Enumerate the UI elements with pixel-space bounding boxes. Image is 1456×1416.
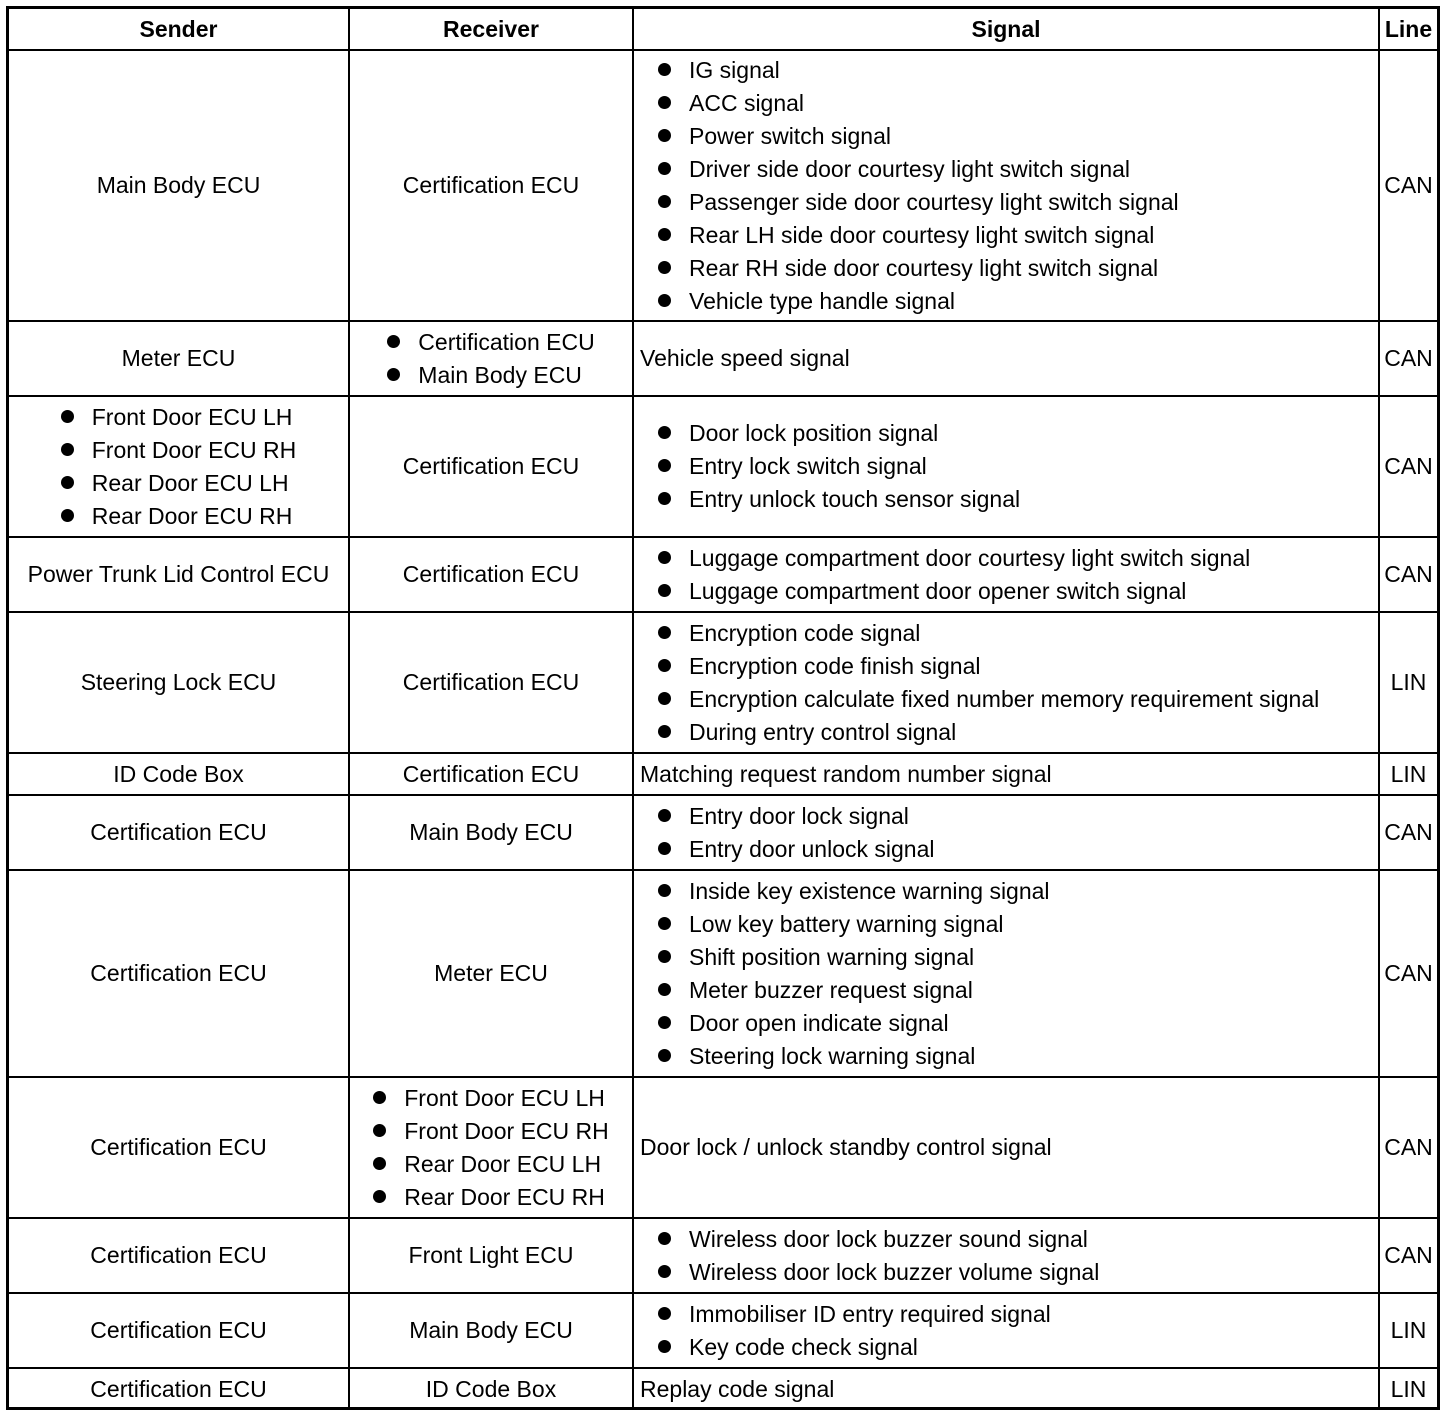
- signal-list-item: [658, 650, 1378, 683]
- sender-item-text: Rear Door ECU RH: [91, 502, 293, 529]
- bullet-icon: [373, 1157, 386, 1170]
- sender-cell: [9, 870, 349, 1077]
- signal-text: Replay code signal: [640, 1376, 835, 1402]
- line-type-text: CAN: [1384, 1242, 1433, 1268]
- receiver-text: Main Body ECU: [409, 1317, 573, 1343]
- signal-list-item: [658, 1298, 1378, 1331]
- receiver-text: Certification ECU: [402, 561, 580, 587]
- signal-item-text: Vehicle type handle signal: [689, 287, 955, 314]
- receiver-list-item: [373, 1115, 608, 1148]
- line-type-text: CAN: [1384, 345, 1433, 371]
- bullet-icon: [658, 551, 671, 564]
- signal-item-text: Entry door unlock signal: [689, 835, 935, 862]
- signal-item-text: Luggage compartment door courtesy light switch signal: [689, 544, 1251, 571]
- line-type-text: LIN: [1390, 669, 1427, 695]
- signal-item-text: Encryption code signal: [689, 619, 921, 646]
- sender-cell: [9, 321, 349, 396]
- signal-list: [634, 542, 1378, 608]
- receiver-cell: [349, 1368, 633, 1410]
- communication-signal-table: [9, 9, 1437, 1410]
- bullet-icon: [387, 368, 400, 381]
- signal-item-text: Entry unlock touch sensor signal: [689, 486, 1021, 512]
- signal-cell: [633, 1077, 1379, 1218]
- bullet-icon: [658, 162, 671, 175]
- table-row: [9, 1293, 1437, 1368]
- receiver-list-item: [373, 1082, 608, 1115]
- header-row: [9, 9, 1437, 50]
- receiver-cell: [349, 537, 633, 612]
- bullet-icon: [658, 1232, 671, 1245]
- bullet-icon: [658, 692, 671, 705]
- table-row: [9, 870, 1437, 1077]
- header-line: Line: [1379, 9, 1437, 50]
- bullet-icon: [658, 917, 671, 930]
- signal-list-item: [658, 617, 1378, 650]
- table-row: [9, 795, 1437, 870]
- sender-list: [61, 401, 296, 533]
- bullet-icon: [658, 1049, 671, 1062]
- bullet-icon: [658, 659, 671, 672]
- bullet-icon: [658, 228, 671, 241]
- receiver-text: Main Body ECU: [409, 819, 573, 845]
- table-row: [9, 612, 1437, 753]
- signal-text: Matching request random number signal: [640, 760, 1052, 787]
- line-cell: [1379, 1218, 1437, 1293]
- bullet-icon: [658, 950, 671, 963]
- receiver-list-item: [373, 1148, 608, 1181]
- sender-text: Certification ECU: [90, 1317, 267, 1343]
- signal-item-text: Driver side door courtesy light switch signal: [689, 155, 1131, 182]
- bullet-icon: [658, 63, 671, 76]
- sender-text: Power Trunk Lid Control ECU: [27, 561, 330, 587]
- signal-list-item: [658, 87, 1378, 120]
- signal-list: [634, 417, 1378, 516]
- header-signal: Signal: [633, 9, 1379, 50]
- signal-cell: [633, 753, 1379, 795]
- bullet-icon: [658, 129, 671, 142]
- signal-list: [634, 875, 1378, 1073]
- sender-cell: [9, 612, 349, 753]
- signal-item-text: Inside key existence warning signal: [689, 877, 1050, 904]
- sender-text: ID Code Box: [113, 760, 244, 787]
- signal-list-item: [658, 1040, 1378, 1073]
- signal-item-text: Luggage compartment door opener switch signal: [689, 577, 1187, 604]
- bullet-icon: [61, 443, 74, 456]
- receiver-text: Meter ECU: [434, 960, 548, 986]
- sender-cell: [9, 396, 349, 537]
- receiver-list: [387, 326, 594, 392]
- table-row: [9, 50, 1437, 321]
- line-type-text: LIN: [1390, 1376, 1427, 1402]
- signal-list-item: [658, 575, 1378, 608]
- signal-list-item: [658, 974, 1378, 1007]
- line-cell: [1379, 612, 1437, 753]
- signal-item-text: Immobiliser ID entry required signal: [689, 1300, 1051, 1327]
- sender-cell: [9, 1218, 349, 1293]
- sender-list-item: [61, 500, 296, 533]
- bullet-icon: [387, 335, 400, 348]
- receiver-cell: [349, 396, 633, 537]
- receiver-text: Front Light ECU: [408, 1242, 574, 1268]
- receiver-cell: [349, 321, 633, 396]
- bullet-icon: [658, 261, 671, 274]
- signal-text: Door lock / unlock standby control signal: [640, 1134, 1052, 1160]
- bullet-icon: [658, 884, 671, 897]
- signal-list: [634, 800, 1378, 866]
- signal-cell: [633, 795, 1379, 870]
- signal-cell: [633, 870, 1379, 1077]
- receiver-list-item: [387, 359, 594, 392]
- line-type-text: CAN: [1384, 960, 1433, 986]
- signal-item-text: Shift position warning signal: [689, 943, 975, 970]
- bullet-icon: [373, 1091, 386, 1104]
- sender-cell: [9, 1293, 349, 1368]
- sender-text: Certification ECU: [90, 1242, 267, 1268]
- sender-text: Meter ECU: [121, 345, 236, 371]
- receiver-item-text: Front Door ECU LH: [404, 1084, 605, 1111]
- signal-item-text: Entry door lock signal: [689, 802, 909, 829]
- signal-list-item: [658, 800, 1378, 833]
- line-cell: [1379, 537, 1437, 612]
- signal-list: [634, 1223, 1378, 1289]
- receiver-cell: [349, 870, 633, 1077]
- line-type-text: LIN: [1390, 1317, 1427, 1343]
- line-cell: [1379, 753, 1437, 795]
- signal-list-item: [658, 186, 1378, 219]
- signal-item-text: Passenger side door courtesy light switch signal: [689, 188, 1179, 215]
- line-cell: [1379, 1368, 1437, 1410]
- line-type-text: CAN: [1384, 453, 1433, 479]
- signal-list-item: [658, 1223, 1378, 1256]
- signal-cell: [633, 1218, 1379, 1293]
- signal-item-text: Encryption calculate fixed number memory requirement signal: [689, 685, 1320, 712]
- line-cell: [1379, 50, 1437, 321]
- sender-cell: [9, 1077, 349, 1218]
- signal-list-item: [658, 1256, 1378, 1289]
- sender-text: Certification ECU: [90, 1134, 267, 1160]
- receiver-text: Certification ECU: [402, 453, 580, 479]
- line-cell: [1379, 1293, 1437, 1368]
- sender-item-text: Front Door ECU LH: [91, 403, 293, 430]
- receiver-text: ID Code Box: [425, 1376, 557, 1402]
- receiver-cell: [349, 1077, 633, 1218]
- signal-list: [634, 54, 1378, 318]
- bullet-icon: [658, 725, 671, 738]
- signal-list-item: [658, 833, 1378, 866]
- signal-list-item: [658, 54, 1378, 87]
- bullet-icon: [658, 626, 671, 639]
- signal-list: [634, 617, 1378, 749]
- sender-cell: [9, 537, 349, 612]
- sender-list-item: [61, 434, 296, 467]
- bullet-icon: [658, 809, 671, 822]
- signal-list-item: [658, 450, 1378, 483]
- signal-item-text: Low key battery warning signal: [689, 910, 1004, 937]
- receiver-cell: [349, 795, 633, 870]
- signal-item-text: Meter buzzer request signal: [689, 976, 973, 1003]
- signal-cell: [633, 1293, 1379, 1368]
- signal-list-item: [658, 683, 1378, 716]
- signal-item-text: Door open indicate signal: [689, 1009, 949, 1036]
- signal-list-item: [658, 875, 1378, 908]
- signal-list-item: [658, 153, 1378, 186]
- signal-item-text: Rear RH side door courtesy light switch signal: [689, 254, 1159, 281]
- receiver-item-text: Front Door ECU RH: [404, 1117, 609, 1144]
- sender-cell: [9, 1368, 349, 1410]
- signal-cell: [633, 321, 1379, 396]
- table-row: [9, 321, 1437, 396]
- line-type-text: CAN: [1384, 172, 1433, 198]
- sender-list-item: [61, 467, 296, 500]
- line-type-text: LIN: [1390, 760, 1427, 787]
- table-row: [9, 537, 1437, 612]
- signal-item-text: Steering lock warning signal: [689, 1042, 976, 1069]
- receiver-cell: [349, 1218, 633, 1293]
- bullet-icon: [658, 1265, 671, 1278]
- signal-item-text: Power switch signal: [689, 122, 891, 149]
- table-row: [9, 1218, 1437, 1293]
- receiver-cell: [349, 50, 633, 321]
- signal-item-text: Door lock position signal: [689, 420, 939, 446]
- bullet-icon: [658, 96, 671, 109]
- sender-text: Certification ECU: [90, 819, 267, 845]
- sender-list-item: [61, 401, 296, 434]
- signal-list-item: [658, 1331, 1378, 1364]
- header-sender: Sender: [9, 9, 349, 50]
- signal-list-item: [658, 252, 1378, 285]
- bullet-icon: [658, 195, 671, 208]
- receiver-list-item: [387, 326, 594, 359]
- line-type-text: CAN: [1384, 561, 1433, 587]
- signal-table-frame: [6, 6, 1440, 1410]
- bullet-icon: [658, 294, 671, 307]
- receiver-item-text: Main Body ECU: [418, 361, 582, 388]
- table-row: [9, 1368, 1437, 1410]
- signal-item-text: ACC signal: [689, 89, 805, 116]
- bullet-icon: [658, 584, 671, 597]
- receiver-cell: [349, 753, 633, 795]
- receiver-text: Certification ECU: [402, 172, 580, 198]
- table-row: [9, 1077, 1437, 1218]
- signal-item-text: Entry lock switch signal: [689, 453, 927, 479]
- signal-list-item: [658, 908, 1378, 941]
- signal-cell: [633, 396, 1379, 537]
- line-type-text: CAN: [1384, 1134, 1433, 1160]
- bullet-icon: [658, 983, 671, 996]
- receiver-text: Certification ECU: [402, 669, 580, 695]
- bullet-icon: [658, 492, 671, 505]
- line-cell: [1379, 321, 1437, 396]
- sender-cell: [9, 50, 349, 321]
- signal-item-text: Wireless door lock buzzer sound signal: [689, 1225, 1088, 1252]
- signal-cell: [633, 612, 1379, 753]
- sender-text: Main Body ECU: [96, 172, 261, 198]
- sender-text: Certification ECU: [90, 1376, 267, 1402]
- bullet-icon: [658, 426, 671, 439]
- receiver-item-text: Rear Door ECU RH: [404, 1183, 605, 1210]
- signal-item-text: Wireless door lock buzzer volume signal: [689, 1258, 1100, 1285]
- signal-cell: [633, 537, 1379, 612]
- bullet-icon: [658, 1307, 671, 1320]
- signal-list: [634, 1298, 1378, 1364]
- bullet-icon: [373, 1124, 386, 1137]
- receiver-list-item: [373, 1181, 608, 1214]
- sender-item-text: Front Door ECU RH: [91, 436, 297, 463]
- receiver-cell: [349, 612, 633, 753]
- receiver-list: [373, 1082, 608, 1214]
- signal-list-item: [658, 1007, 1378, 1040]
- receiver-item-text: Rear Door ECU LH: [404, 1150, 602, 1177]
- line-cell: [1379, 870, 1437, 1077]
- signal-list-item: [658, 417, 1378, 450]
- receiver-cell: [349, 1293, 633, 1368]
- signal-text: Vehicle speed signal: [640, 345, 850, 371]
- bullet-icon: [658, 1340, 671, 1353]
- signal-list-item: [658, 542, 1378, 575]
- receiver-item-text: Certification ECU: [418, 328, 595, 355]
- signal-item-text: Encryption code finish signal: [689, 652, 981, 679]
- bullet-icon: [373, 1190, 386, 1203]
- signal-list-item: [658, 120, 1378, 153]
- signal-list-item: [658, 219, 1378, 252]
- sender-cell: [9, 753, 349, 795]
- header-receiver: Receiver: [349, 9, 633, 50]
- bullet-icon: [61, 476, 74, 489]
- sender-cell: [9, 795, 349, 870]
- table-row: [9, 753, 1437, 795]
- signal-item-text: IG signal: [689, 56, 780, 83]
- line-type-text: CAN: [1384, 819, 1433, 845]
- signal-item-text: Key code check signal: [689, 1333, 918, 1360]
- table-body: [9, 50, 1437, 1410]
- bullet-icon: [61, 509, 74, 522]
- signal-list-item: [658, 483, 1378, 516]
- sender-text: Steering Lock ECU: [80, 669, 277, 695]
- line-cell: [1379, 795, 1437, 870]
- signal-list-item: [658, 285, 1378, 318]
- receiver-text: Certification ECU: [402, 760, 580, 787]
- line-cell: [1379, 396, 1437, 537]
- signal-list-item: [658, 716, 1378, 749]
- sender-text: Certification ECU: [90, 960, 267, 986]
- bullet-icon: [658, 1016, 671, 1029]
- signal-item-text: Rear LH side door courtesy light switch signal: [689, 221, 1155, 248]
- bullet-icon: [658, 459, 671, 472]
- table-row: [9, 396, 1437, 537]
- signal-cell: [633, 50, 1379, 321]
- signal-item-text: During entry control signal: [689, 718, 957, 745]
- line-cell: [1379, 1077, 1437, 1218]
- bullet-icon: [658, 842, 671, 855]
- bullet-icon: [61, 410, 74, 423]
- signal-list-item: [658, 941, 1378, 974]
- signal-cell: [633, 1368, 1379, 1410]
- sender-item-text: Rear Door ECU LH: [91, 469, 289, 496]
